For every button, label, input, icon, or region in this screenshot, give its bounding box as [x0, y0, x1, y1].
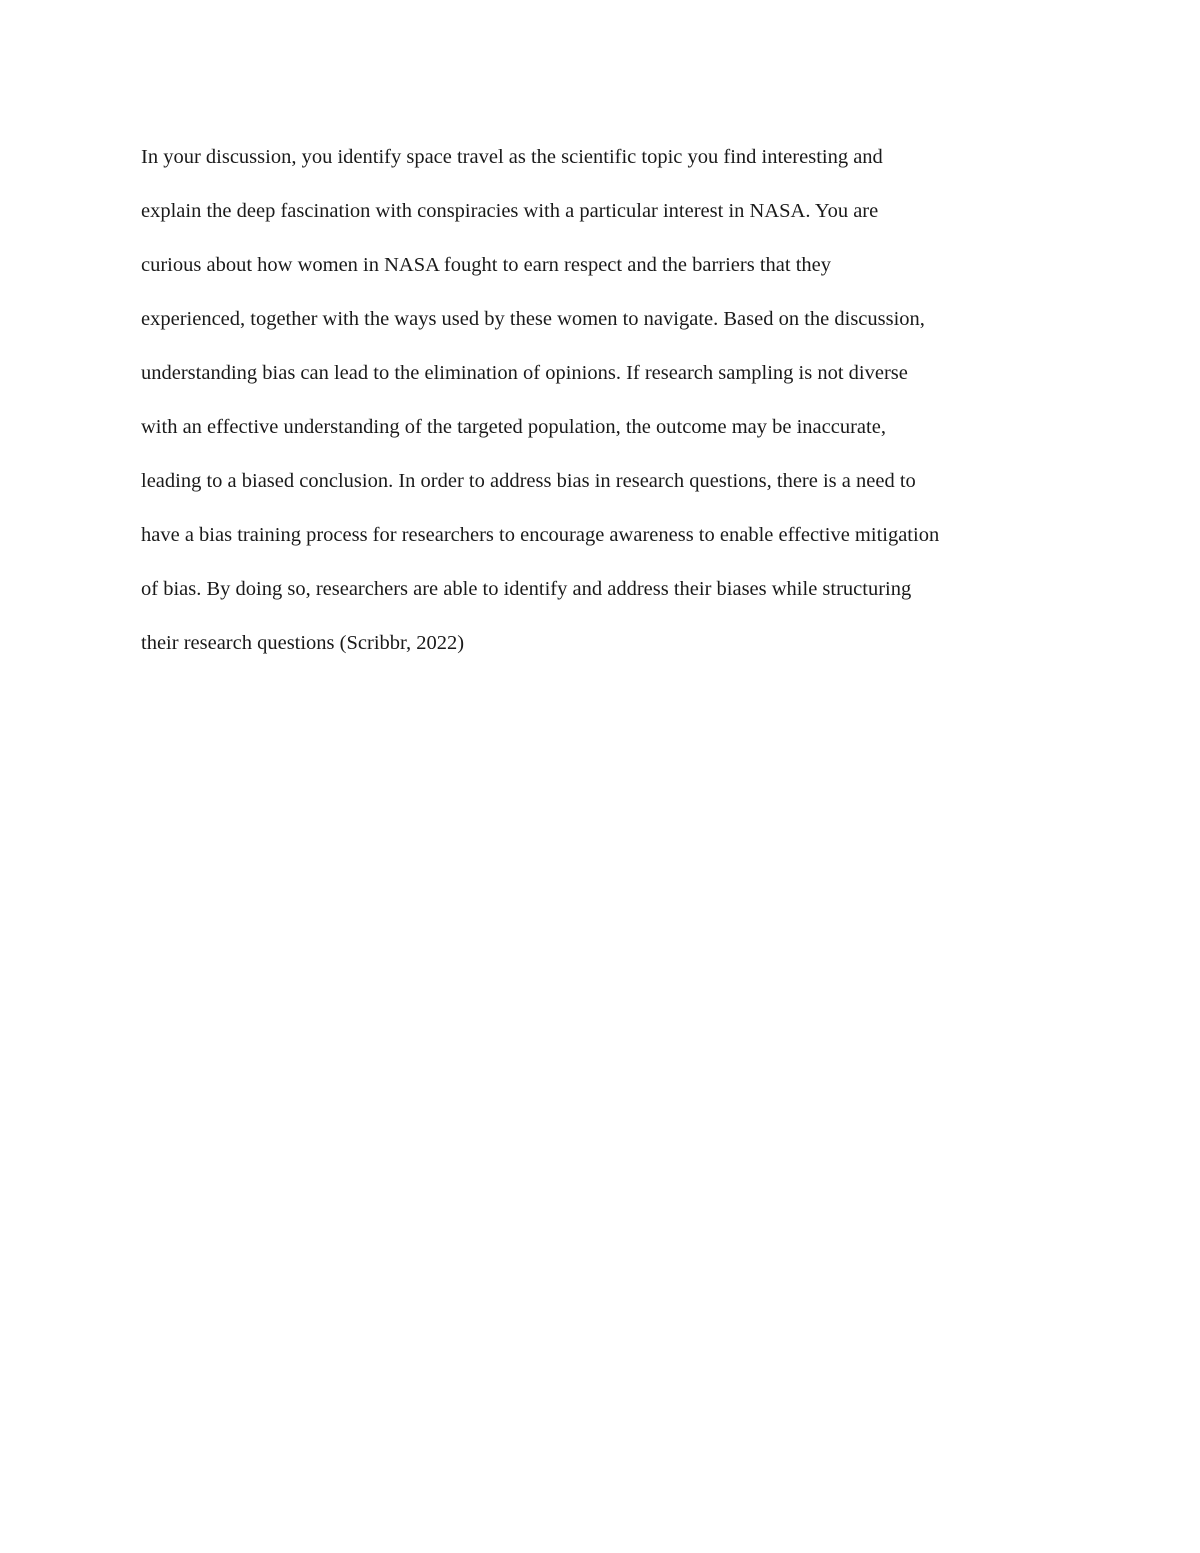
- paragraph-line: curious about how women in NASA fought to earn respect and the barriers that they: [141, 254, 831, 276]
- paragraph-line: leading to a biased conclusion. In order to address bias in research questions, there is a need to: [141, 470, 916, 492]
- paragraph-line: their research questions (Scribbr, 2022): [141, 632, 465, 654]
- body-paragraph: [141, 130, 1081, 670]
- paragraph-line: experienced, together with the ways used by these women to navigate. Based on the discussion,: [141, 308, 925, 330]
- paragraph-line: with an effective understanding of the targeted population, the outcome may be inaccurate,: [141, 416, 886, 438]
- paragraph-line: In your discussion, you identify space travel as the scientific topic you find interesting and: [141, 146, 883, 168]
- paragraph-line: have a bias training process for researchers to encourage awareness to enable effective mitigation: [141, 524, 940, 546]
- paragraph-line: of bias. By doing so, researchers are able to identify and address their biases while structuring: [141, 578, 912, 600]
- paragraph-line: explain the deep fascination with conspiracies with a particular interest in NASA. You are: [141, 200, 879, 222]
- paragraph-line: understanding bias can lead to the elimination of opinions. If research sampling is not diverse: [141, 362, 908, 384]
